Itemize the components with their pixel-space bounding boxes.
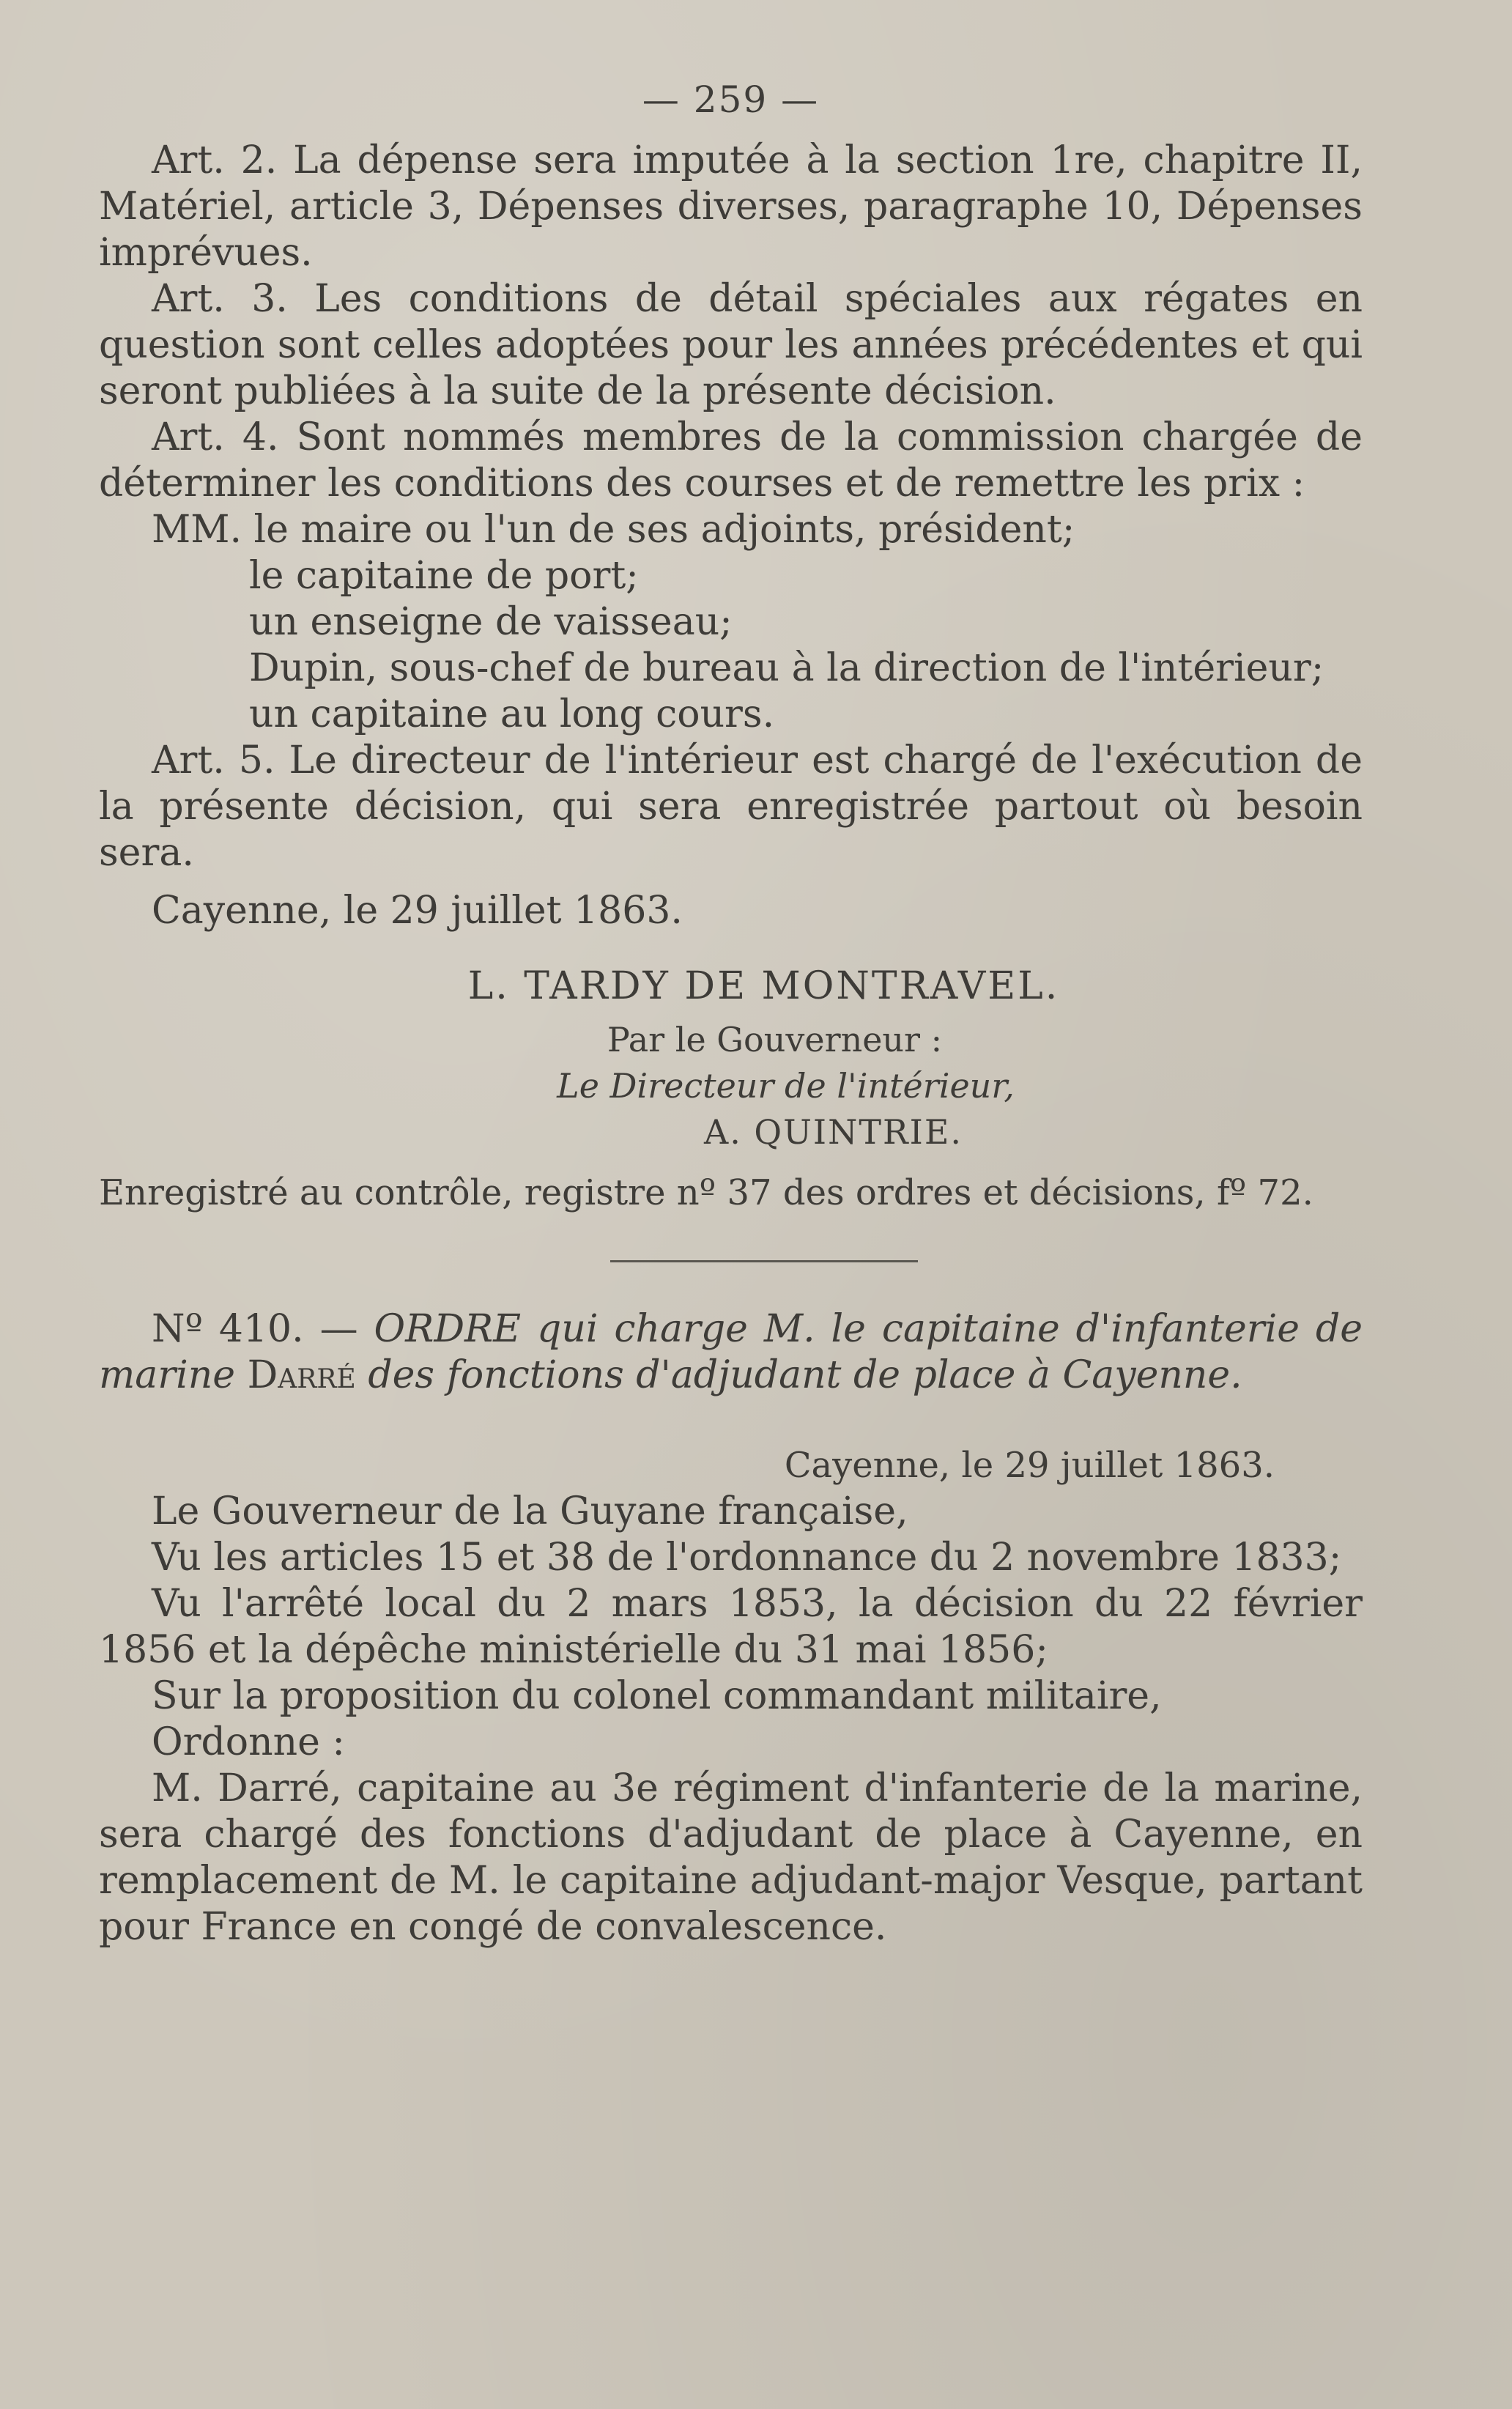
order-line: Vu les articles 15 et 38 de l'ordonnance du 2 novembre 1833;	[152, 1536, 1342, 1580]
member-item: un capitaine au long cours.	[249, 692, 775, 736]
order-line: Le Gouverneur de la Guyane française,	[152, 1490, 908, 1533]
directeur-title: Le Directeur de l'intérieur,	[557, 1066, 1015, 1106]
order-title-b: des fonctions d'adjudant de place à Cayenne.	[368, 1353, 1242, 1397]
directeur-name: A. QUINTRIE.	[703, 1112, 963, 1152]
page-number: — 259 —	[642, 78, 820, 121]
section-divider	[610, 1260, 918, 1262]
order-line: Vu l'arrêté local du 2 mars 1853, la décision du 22 février 1856 et la dépêche ministérielle du 31 mai 1856;	[99, 1582, 1363, 1672]
par-le-gouverneur: Par le Gouverneur :	[607, 1020, 943, 1059]
order-number: Nº 410. —	[152, 1307, 358, 1351]
registration-note: Enregistré au contrôle, registre nº 37 des ordres et décisions, fº 72.	[99, 1172, 1313, 1213]
article-3: Art. 3. Les conditions de détail spéciales aux régates en question sont celles adoptées pour les années précédentes et qui seront publiées à la suite de la présente décision.	[99, 277, 1363, 413]
order-date: Cayenne, le 29 juillet 1863.	[784, 1445, 1275, 1486]
member-item: MM. le maire ou l'un de ses adjoints, président;	[152, 508, 1075, 552]
article-2: Art. 2. La dépense sera imputée à la section 1re, chapitre II, Matériel, article 3, Dépenses diverses, paragraphe 10, Dépenses imprévues.	[99, 138, 1363, 275]
dateline: Cayenne, le 29 juillet 1863.	[152, 889, 683, 933]
article-5: Art. 5. Le directeur de l'intérieur est chargé de l'exécution de la présente décision, qui sera enregistrée partout où besoin sera.	[99, 739, 1363, 875]
order-title-a: ORDRE qui charge M. le capitaine d'infanterie de marine	[99, 1307, 1363, 1397]
order-line: M. Darré, capitaine au 3e régiment d'infanterie de la marine, sera chargé des fonctions d'adjudant de place à Cayenne, en remplacement de M. le capitaine adjudant-major Vesque, partant pour France en congé de convalescence.	[99, 1766, 1363, 1949]
page-content	[99, 77, 1363, 1950]
member-item: le capitaine de port;	[249, 554, 639, 598]
member-item: Dupin, sous-chef de bureau à la direction de l'intérieur;	[249, 646, 1324, 690]
member-item: un enseigne de vaisseau;	[249, 600, 733, 644]
order-line: Ordonne :	[152, 1720, 345, 1764]
order-line: Sur la proposition du colonel commandant militaire,	[152, 1674, 1162, 1718]
governor-signature: L. TARDY DE MONTRAVEL.	[467, 964, 1060, 1008]
article-4: Art. 4. Sont nommés membres de la commission chargée de déterminer les conditions des courses et de remettre les prix :	[99, 415, 1363, 506]
order-heading	[99, 1306, 1363, 1399]
order-title-name: Darré	[247, 1353, 356, 1397]
